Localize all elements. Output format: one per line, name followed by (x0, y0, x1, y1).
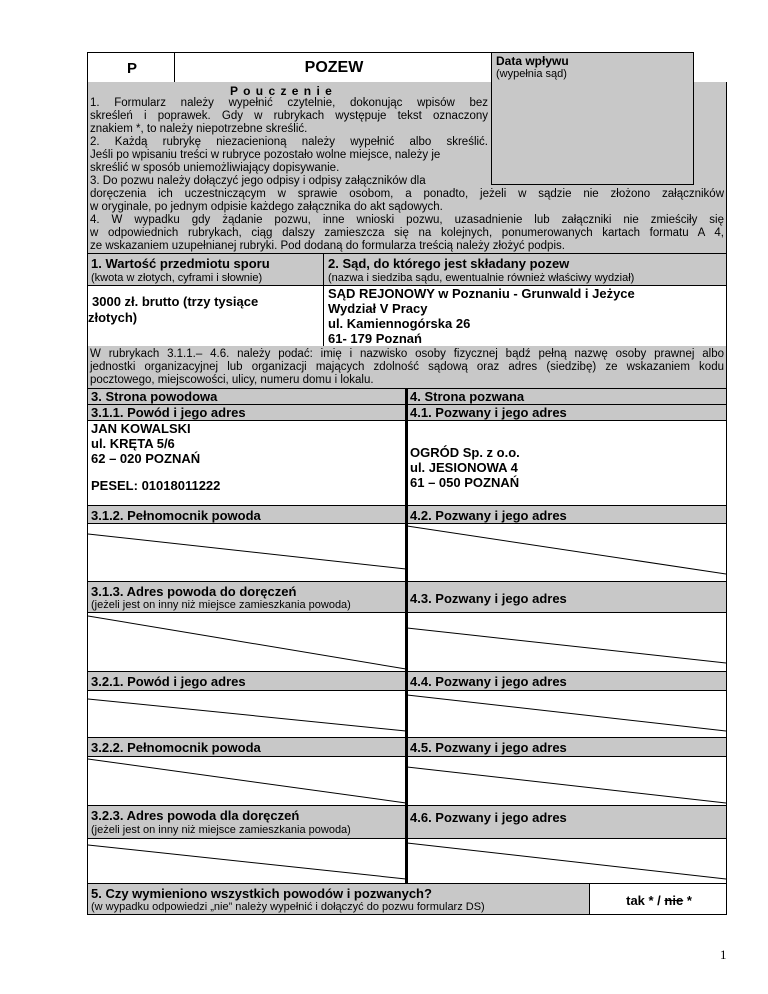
s46-header (406, 805, 727, 839)
form-title: POZEW (304, 59, 364, 76)
s322-empty-cell[interactable] (87, 756, 407, 806)
section3-header (87, 388, 407, 405)
s313-title: 3.1.3. Adres powoda do doręczeń (91, 584, 297, 599)
s44-header (406, 671, 727, 691)
s44-title: 4.4. Pozwany i jego adres (410, 674, 567, 689)
section2-value-cell[interactable] (323, 285, 727, 347)
instr-line: 2. Każdą rubrykę niezacienioną należy wypełnić albo skreślić. (90, 136, 488, 148)
s323-empty-cell[interactable] (87, 838, 407, 884)
instr-line: 3. Do pozwu należy dołączyć jego odpisy i odpisy załączników dla (90, 175, 426, 187)
answer-no[interactable]: nie (664, 893, 684, 908)
received-label: Data wpływu (496, 54, 569, 68)
column-divider (405, 388, 408, 884)
strike-line (88, 757, 406, 805)
s312-header (87, 505, 407, 524)
section4-title: 4. Strona pozwana (410, 389, 525, 404)
plaintiff-street: ul. KRĘTA 5/6 (91, 436, 175, 451)
s323-header (87, 805, 407, 839)
instr-line: znakiem *, to należy niepotrzebne skreślić. (90, 123, 308, 135)
received-note: (wypełnia sąd) (496, 68, 567, 80)
s313-header (87, 581, 407, 613)
section5-title: 5. Czy wymieniono wszystkich powodów i pozwanych? (91, 886, 432, 901)
strike-line (88, 839, 406, 883)
instr-line: w odpowiednich rubrykach, ciąg dalszy zamieszcza się na kolejnych, ponumerowanych kartach formatu A 4, (90, 227, 724, 239)
form-title-cell (174, 52, 492, 83)
court-division: Wydział V Pracy (328, 301, 428, 316)
instr-line: skreśleń i poprawek. Gdy w rubrykach występuje tekst oznaczony (90, 110, 488, 122)
s322-title: 3.2.2. Pełnomocnik powoda (91, 740, 261, 755)
court-street: ul. Kamiennogórska 26 (328, 316, 471, 331)
instr-line: ze wskazaniem uzupełnianej rubryki. Pod dodaną do formularza treścią należy złożyć podpis. (90, 240, 565, 252)
s312-title: 3.1.2. Pełnomocnik powoda (91, 508, 261, 523)
instructions-title: P o u c z e n i e (230, 84, 333, 98)
s42-empty-cell[interactable] (406, 523, 727, 582)
s43-header (406, 581, 727, 613)
answer-yes[interactable]: tak * / (626, 893, 665, 908)
s44-empty-cell[interactable] (406, 690, 727, 738)
defendant-cell[interactable] (406, 420, 727, 506)
s312-empty-cell[interactable] (87, 523, 407, 582)
instr-line: w oryginale, po jednym odpisie każdego załącznika do akt sądowych. (90, 201, 443, 213)
s42-header (406, 505, 727, 524)
section1-value-cell[interactable] (87, 285, 324, 347)
strike-line (407, 524, 726, 581)
s43-empty-cell[interactable] (406, 612, 727, 672)
strike-line (407, 613, 726, 671)
plaintiff-city: 62 – 020 POZNAŃ (91, 451, 201, 466)
claim-value-line: 3000 zł. brutto (trzy tysiące (92, 294, 259, 309)
instr-line: 4. W wypadku gdy żądanie pozwu, inne wnioski pozwu, uzasadnienie lub załączniki nie zmieściły się (90, 214, 724, 226)
s323-title: 3.2.3. Adres powoda dla doręczeń (91, 808, 300, 823)
instr-line: Jeśli po wpisaniu treści w rubryce pozostało wolne miejsce, należy je (90, 149, 441, 161)
instr-line: 1. Formularz należy wypełnić czytelnie, dokonując wpisów bez (90, 97, 488, 109)
plaintiff-cell[interactable] (87, 420, 407, 506)
form-code-cell (87, 52, 175, 83)
plaintiff-pesel: PESEL: 01018011222 (91, 478, 221, 493)
rubric-note-line: jednostki organizacyjnej lub organizacji mających zdolność sądową oraz adres (siedzibę) ze wskazaniem kodu (90, 361, 724, 373)
s45-title: 4.5. Pozwany i jego adres (410, 740, 567, 755)
strike-line (88, 524, 406, 581)
defendant-street: ul. JESIONOWA 4 (410, 460, 518, 475)
strike-line (88, 613, 406, 671)
form-code: P (126, 60, 137, 77)
defendant-name: OGRÓD Sp. z o.o. (410, 445, 520, 460)
section5-note: (w wypadku odpowiedzi „nie” należy wypełnić i dołączyć do pozwu formularz DS) (91, 901, 485, 913)
section2-header (323, 253, 727, 286)
s41-title: 4.1. Pozwany i jego adres (410, 405, 567, 420)
strike-line (88, 691, 406, 737)
s46-empty-cell[interactable] (406, 838, 727, 884)
s43-title: 4.3. Pozwany i jego adres (410, 591, 567, 606)
s323-note: (jeżeli jest on inny niż miejsce zamieszkania powoda) (91, 824, 351, 836)
defendant-city: 61 – 050 POZNAŃ (410, 475, 520, 490)
section5-answer-cell[interactable] (589, 883, 727, 915)
section5-answer (590, 893, 728, 908)
s41-header (406, 404, 727, 421)
rubric-note-line: W rubrykach 3.1.1.– 4.6. należy podać: imię i nazwisko osoby fizycznej bądź pełną nazwę osoby prawnej albo (90, 348, 724, 360)
s311-title: 3.1.1. Powód i jego adres (91, 405, 246, 420)
s313-note: (jeżeli jest on inny niż miejsce zamieszkania powoda) (91, 599, 351, 611)
section1-header (87, 253, 324, 286)
plaintiff-name: JAN KOWALSKI (91, 421, 191, 436)
s311-header (87, 404, 407, 421)
section2-title: 2. Sąd, do którego jest składany pozew (328, 256, 570, 271)
section5-header (87, 883, 590, 915)
strike-line (407, 839, 726, 883)
s45-empty-cell[interactable] (406, 756, 727, 806)
received-date-box-area (491, 82, 694, 185)
s321-empty-cell[interactable] (87, 690, 407, 738)
s321-header (87, 671, 407, 691)
section1-title: 1. Wartość przedmiotu sporu (91, 256, 270, 271)
s322-header (87, 737, 407, 757)
court-name: SĄD REJONOWY w Poznaniu - Grunwald i Jeżyce (328, 286, 635, 301)
instr-line: doręczenia ich uczestniczącym w sprawie osobom, a ponadto, jeżeli w sądzie nie złożono załączników (90, 188, 724, 200)
s46-title: 4.6. Pozwany i jego adres (410, 810, 567, 825)
section4-header (406, 388, 727, 405)
s313-empty-cell[interactable] (87, 612, 407, 672)
strike-line (407, 757, 726, 805)
page-number: 1 (720, 947, 727, 962)
answer-star: * (683, 893, 692, 908)
section3-title: 3. Strona powodowa (91, 389, 218, 404)
section1-note: (kwota w złotych, cyframi i słownie) (91, 272, 263, 284)
s45-header (406, 737, 727, 757)
section2-note: (nazwa i siedziba sądu, ewentualnie również właściwy wydział) (328, 272, 635, 284)
strike-line (407, 691, 726, 737)
court-city: 61- 179 Poznań (328, 331, 422, 346)
claim-value-line: złotych) (88, 310, 138, 325)
s42-title: 4.2. Pozwany i jego adres (410, 508, 567, 523)
rubric-note-line: pocztowego, miejscowości, ulicy, numeru domu i lokalu. (90, 374, 374, 386)
instr-line: skreślić w sposób uniemożliwiający dopisywanie. (90, 162, 340, 174)
s321-title: 3.2.1. Powód i jego adres (91, 674, 246, 689)
